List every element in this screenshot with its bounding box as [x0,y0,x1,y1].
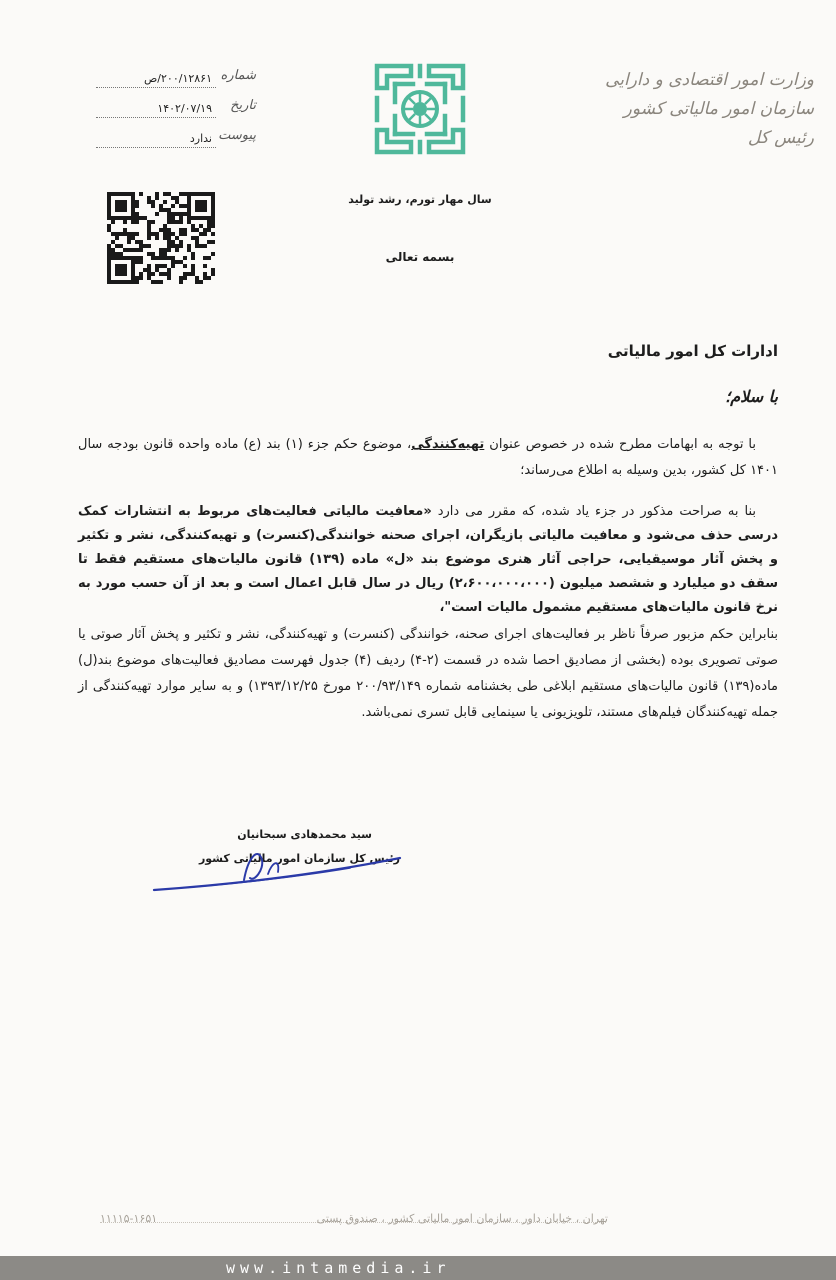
attachment-label: پیوست [218,128,256,143]
recipient: ادارات کل امور مالیاتی [607,342,778,360]
letter-date-label: تاریخ [230,98,256,113]
salutation: با سلام؛ [725,387,778,406]
signature-icon [150,838,410,898]
year-slogan: سال مهار تورم، رشد تولید [348,193,492,206]
letter-meta [96,68,256,154]
bismillah: بسمه تعالی [385,250,455,264]
qr-code-icon [107,192,215,284]
dotted-line [96,87,216,88]
paragraph-2-text: بنا به صراحت مذکور در جزء یاد شده، که مقرر می دارد [431,504,756,519]
letter-date-row [96,98,256,124]
tax-organization-logo-icon [373,62,467,156]
letter-date: ۱۴۰۲/۰۷/۱۹ [157,102,212,115]
paragraph-1 [78,432,778,484]
office-name: رئیس کل [747,128,814,148]
footer-website: www.intamedia.ir [226,1259,451,1277]
organization-name: سازمان امور مالیاتی کشور [623,99,814,119]
footer-postal-code: ۱۱۱۱۵-۱۶۵۱ [100,1212,158,1225]
underlined-term: تهیه‌کنندگی [411,437,485,452]
ministry-header [605,66,814,153]
paragraph-3: بنابراین حکم مزبور صرفاً ناظر بر فعالیت‌های اجرای صحنه، خوانندگی (کنسرت) و تهیه‌کنندگی، نشر و تکثیر و پخش آثار صوتی یا صوتی تصویری بوده (بخشی از مصادیق احصا شده در قسمت (۲-۴) ردیف (۴) جدول فهرست مصادیق فعالیت‌های موضوع بند(ل) ماده(۱۳۹) قانون مالیات‌های مستقیم ابلاغی طی بخشنامه شماره ۲۰۰/۹۳/۱۴۹ مورخ ۱۳۹۳/۱۲/۲۵) و به سایر موارد تهیه‌کنندگی از جمله تهیه‌کنندگان فیلم‌های مستند، تلویزیونی یا سینمایی قابل تسری نمی‌باشد. [78,627,779,720]
letter-number-row [96,68,256,94]
signer-name: سید محمدهادی سبحانیان [237,828,372,841]
ministry-name: وزارت امور اقتصادی و دارایی [605,70,814,90]
letter-body [78,432,778,726]
dotted-line [96,147,216,148]
paragraph-1-text-end: ، موضوع حکم جزء (۱) بند (ع) ماده واحده قانون بودجه سال ۱۴۰۱ کل کشور، بدین وسیله به اطلاع می‌رساند؛ [78,437,778,478]
attachment-value: ندارد [189,132,212,145]
quoted-provision: «معافیت مالیاتی فعالیت‌های مربوط به انتشارات کمک درسی حذف می‌شود و معافیت مالیاتی بازیگران، اجرای صحنه خوانندگی(کنسرت) و تهیه‌کنندگی، نشر و تکثیر و پخش آثار موسیقیایی، حراجی آثار هنری موضوع بند «ل» ماده (۱۳۹) قانون مالیات‌های مستقیم فقط تا سقف دو میلیارد و ششصد میلیون (۲،۶۰۰،۰۰۰،۰۰۰) ریال در سال قابل اعمال است و بعد از آن حسب مورد به نرخ قانون مالیات‌های مستقیم مشمول مالیات است"، [78,504,779,615]
signer-title: رئیس کل سازمان امور مالیاتی کشور [198,852,400,865]
paragraph-2 [78,500,778,620]
footer-address: تهران ، خیابان داور ، سازمان امور مالیاتی کشور ، صندوق پستی [316,1212,608,1225]
letter-number-label: شماره [220,68,256,83]
letter-number: ۲۰۰/۱۲۸۶۱/ص [144,72,212,85]
dotted-line [96,117,216,118]
paragraph-1-text: با توجه به ابهامات مطرح شده در خصوص عنوان [484,437,756,452]
attachment-row [96,128,256,154]
